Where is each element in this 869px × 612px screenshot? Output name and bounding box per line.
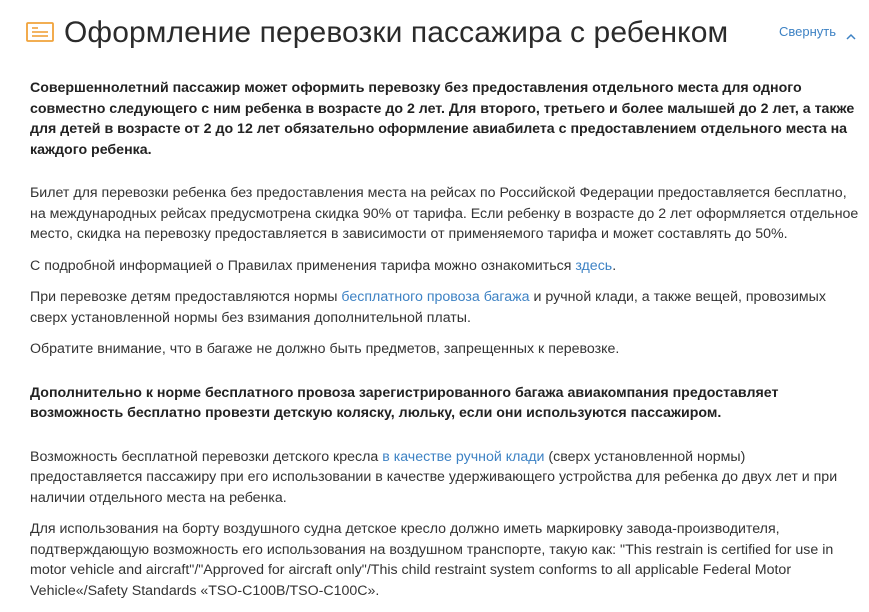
tariff-rules-link[interactable]: здесь	[575, 257, 613, 274]
text-segment: С подробной информацией о Правилах применения тарифа можно ознакомиться	[30, 257, 576, 274]
paragraph-infant-seat-rules: Совершеннолетний пассажир может оформить перевозку без предоставления отдельного места для одного совместно следующего с ним ребенка в возрасте до 2 лет. Для второго, третьего и более малышей до 2 лет, а также для детей в возрасте от 2 до 12 лет обязательно оформление авиабилета с предоставлением отдельного места на каждого ребенка.	[30, 80, 855, 158]
paragraph-child-seat	[30, 447, 860, 509]
paragraph-baggage-norms	[30, 287, 860, 328]
paragraph-tariff-rules	[30, 256, 860, 277]
text-segment: .	[612, 257, 617, 274]
paragraph-ticket-discount: Билет для перевозки ребенка без предоставления места на рейсах по Российской Федерации предоставляется бесплатно, на международных рейсах предусмотрена скидка 90% от тарифа. Если ребенку в возрасте до 2 лет оформляется отдельное место, скидка на перевозку предоставляется в зависимости от применяемого тарифа и может составлять до 50%.	[30, 185, 859, 242]
hand-luggage-link[interactable]: в качестве ручной клади	[382, 448, 545, 465]
document-icon	[26, 22, 54, 42]
paragraph-stroller-cradle: Дополнительно к норме бесплатного провоза зарегистрированного багажа авиакомпания предоставляет возможность бесплатно провезти детскую коляску, люльку, если они используются пассажиром.	[30, 384, 779, 421]
paragraph-seat-certification: Для использования на борту воздушного судна детское кресло должно иметь маркировку завода-производителя, подтверждающую возможность его использования на воздушном транспорте, такую как: "This restrain is certified for use in motor vehicle and aircraft"/"Approved for aircraft only"/This child restraint system conforms to all applicable Federal Motor Vehicle«/Safety Standards «TSO-C100B/TSO-C100C».	[30, 521, 834, 599]
chevron-up-icon	[846, 28, 856, 35]
collapse-label: Свернуть	[778, 24, 836, 39]
paragraph-prohibited-items: Обратите внимание, что в багаже не должно быть предметов, запрещенных к перевозке.	[30, 341, 620, 357]
text-segment: и ручной клади, а также вещей, провозимых сверх установленной нормы без взимания дополнительной платы.	[30, 289, 826, 326]
free-baggage-link[interactable]: бесплатного провоза багажа	[341, 289, 530, 305]
page-title: Оформление перевозки пассажира с ребенком	[64, 16, 729, 49]
collapse-button[interactable]	[779, 24, 856, 39]
text-segment: Возможность бесплатной перевозки детского кресла	[30, 448, 383, 465]
text-segment: (сверх установленной нормы) предоставляется пассажиру при его использовании в качестве удерживающего устройства для ребенка до двух лет и при наличии отдельного места на ребенка.	[30, 448, 838, 506]
section-content	[30, 78, 860, 612]
section-header	[24, 14, 860, 54]
text-segment: При перевозке детям предоставляются нормы	[30, 289, 342, 305]
